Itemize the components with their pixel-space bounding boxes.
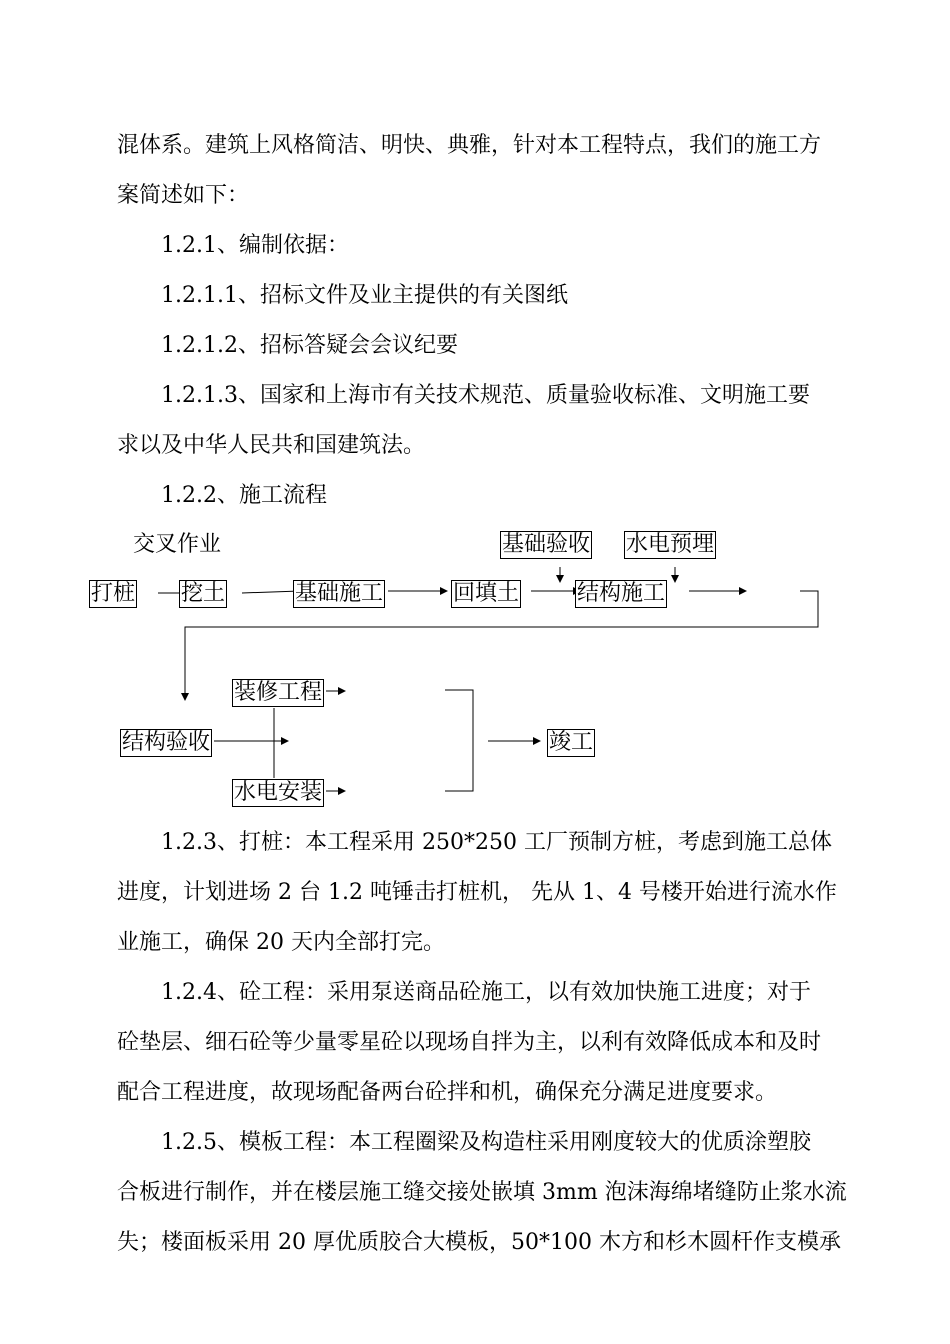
- flow-node-structure-check: 结构验收: [122, 730, 211, 755]
- flow-node-utility-install: 水电安装: [234, 780, 323, 805]
- flow-node-completion: 竣工: [549, 730, 594, 755]
- section-heading-1-2-1: 1.2.1、编制依据：: [161, 233, 349, 258]
- paragraph-line: 配合工程进度，故现场配备两台砼拌和机，确保充分满足进度要求。: [117, 1080, 778, 1105]
- flow-node-foundation-work: 基础施工: [295, 581, 384, 606]
- flow-node-backfill: 回填土: [453, 581, 520, 606]
- flow-node-decoration: 装修工程: [234, 680, 323, 705]
- flow-node-piling: 打桩: [91, 581, 136, 606]
- flow-node-utility-embed: 水电预埋: [626, 532, 715, 557]
- list-item: 1.2.1.1、招标文件及业主提供的有关图纸: [161, 283, 568, 308]
- paragraph-line: 求以及中华人民共和国建筑法。: [117, 433, 426, 458]
- paragraph-line: 砼垫层、细石砼等少量零星砼以现场自拌为主，以利有效降低成本和及时: [117, 1030, 822, 1055]
- paragraph-line: 1.2.4、砼工程：采用泵送商品砼施工，以有效加快施工进度；对于: [161, 980, 811, 1005]
- flow-label-cross-work: 交叉作业: [133, 532, 222, 557]
- merge-bracket: [445, 690, 473, 791]
- paragraph-line: 失；楼面板采用 20 厚优质胶合大模板，50*100 木方和杉木圆杆作支模承: [117, 1230, 841, 1255]
- paragraph-line: 1.2.3、打桩：本工程采用 250*250 工厂预制方桩，考虑到施工总体: [161, 830, 832, 855]
- flow-node-foundation-check: 基础验收: [502, 532, 591, 557]
- paragraph-line: 案简述如下：: [117, 183, 250, 208]
- list-item: 1.2.1.2、招标答疑会会议纪要: [161, 333, 458, 358]
- list-item: 1.2.1.3、国家和上海市有关技术规范、质量验收标准、文明施工要: [161, 383, 810, 408]
- paragraph-line: 合板进行制作，并在楼层施工缝交接处嵌填 3mm 泡沫海绵堵缝防止浆水流: [117, 1180, 847, 1205]
- paragraph-line: 进度，计划进场 2 台 1.2 吨锤击打桩机， 先从 1、4 号楼开始进行流水作: [117, 880, 837, 905]
- arrow-excavation-to-foundation: [242, 591, 300, 593]
- paragraph-line: 业施工，确保 20 天内全部打完。: [117, 930, 445, 955]
- paragraph-line: 1.2.5、模板工程：本工程圈梁及构造柱采用刚度较大的优质涂塑胶: [161, 1130, 811, 1155]
- section-heading-1-2-2: 1.2.2、施工流程: [161, 483, 327, 508]
- paragraph-line: 混体系。建筑上风格简洁、明快、典雅，针对本工程特点，我们的施工方: [117, 133, 822, 158]
- flow-node-structure-work: 结构施工: [577, 581, 666, 606]
- flow-node-excavation: 挖土: [181, 581, 226, 606]
